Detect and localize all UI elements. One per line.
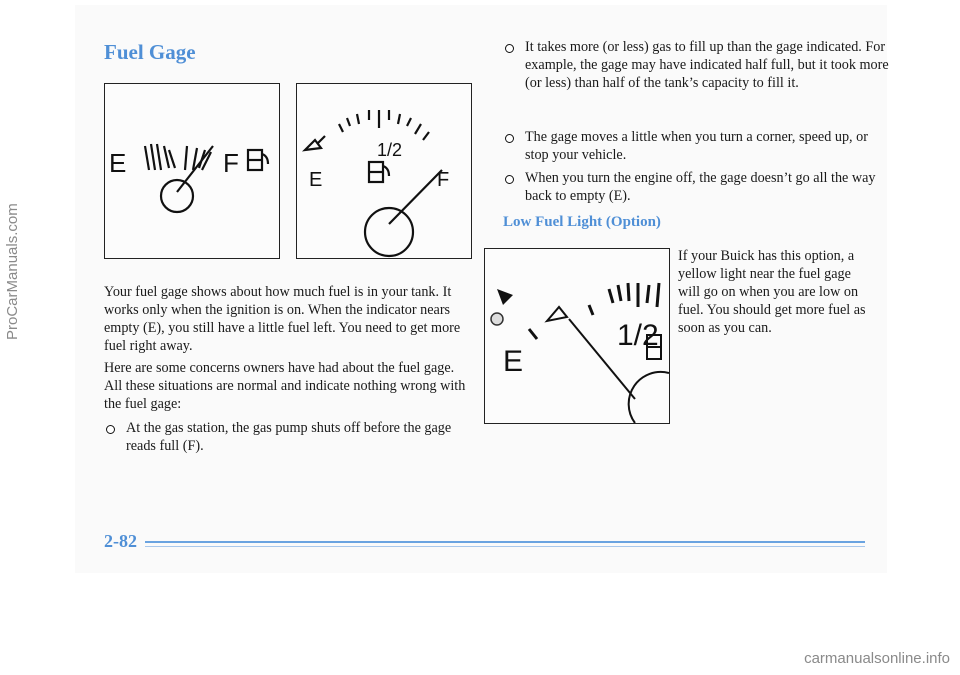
bullet-dot-icon: [505, 44, 514, 53]
fuel-gauge-figure-2: [296, 83, 472, 259]
section-title: Fuel Gage: [104, 40, 196, 64]
bullet-item-text: The gage moves a little when you turn a corner, speed up, or stop your vehicle.: [525, 129, 868, 163]
low-fuel-light-heading: Low Fuel Light (Option): [503, 214, 661, 230]
bullet-item-engine-off: [503, 169, 895, 205]
fuel-gauge-figure-1: [104, 83, 280, 259]
low-fuel-gauge-drawing: [485, 249, 669, 423]
bottom-watermark: carmanualsonline.info: [804, 650, 950, 667]
bullet-item-text: When you turn the engine off, the gage doesn’t go all the way back to empty (E).: [525, 170, 876, 204]
bullet-item-gas-station: [104, 419, 476, 455]
fuel-gauge-2-drawing: [297, 84, 471, 258]
low-fuel-light-paragraph: If your Buick has this option, a yellow light near the fuel gage will go on when you are low on fuel. You should get more fuel as soon as you can.: [678, 248, 866, 336]
gauge-3-half-label: 1/2: [617, 319, 659, 352]
gauge-2-half-label: 1/2: [377, 140, 403, 160]
bullet-item-text: It takes more (or less) gas to fill up than the gage indicated. For example, the gage may have indicated half full, but it took more (or less) than half of the tank’s capacity to fill it.: [525, 39, 889, 91]
bullet-item-fill-amount: [503, 38, 895, 92]
left-watermark-text: ProCarManuals.com: [4, 203, 21, 340]
gauge-1-empty-label: E: [109, 148, 127, 178]
gauge-2-full-label: F: [437, 169, 450, 191]
gauge-1-full-label: F: [223, 148, 239, 178]
owner-concerns-paragraph: Here are some concerns owners have had about the fuel gage. All these situations are normal and indicate nothing wrong with the fuel gage:: [104, 360, 466, 412]
footer-rule: [145, 541, 865, 543]
fuel-gauge-1-drawing: [105, 84, 279, 258]
fuel-gage-intro-paragraph: Your fuel gage shows about how much fuel is in your tank. It works only when the ignition is on. When the indicator nears empty (E), you still have a little fuel left. You need to get more fuel right away.: [104, 284, 461, 354]
gauge-2-empty-label: E: [309, 169, 323, 191]
bullet-item-text: At the gas station, the gas pump shuts off before the gage reads full (F).: [126, 420, 452, 454]
low-fuel-gauge-figure: [484, 248, 670, 424]
bullet-item-gage-moves: [503, 128, 895, 164]
page-number: 2-82: [104, 531, 137, 551]
footer-rule-thin: [145, 546, 865, 547]
bullet-dot-icon: [505, 175, 514, 184]
bullet-dot-icon: [505, 134, 514, 143]
gauge-3-empty-label: E: [503, 345, 524, 378]
bullet-dot-icon: [106, 425, 115, 434]
